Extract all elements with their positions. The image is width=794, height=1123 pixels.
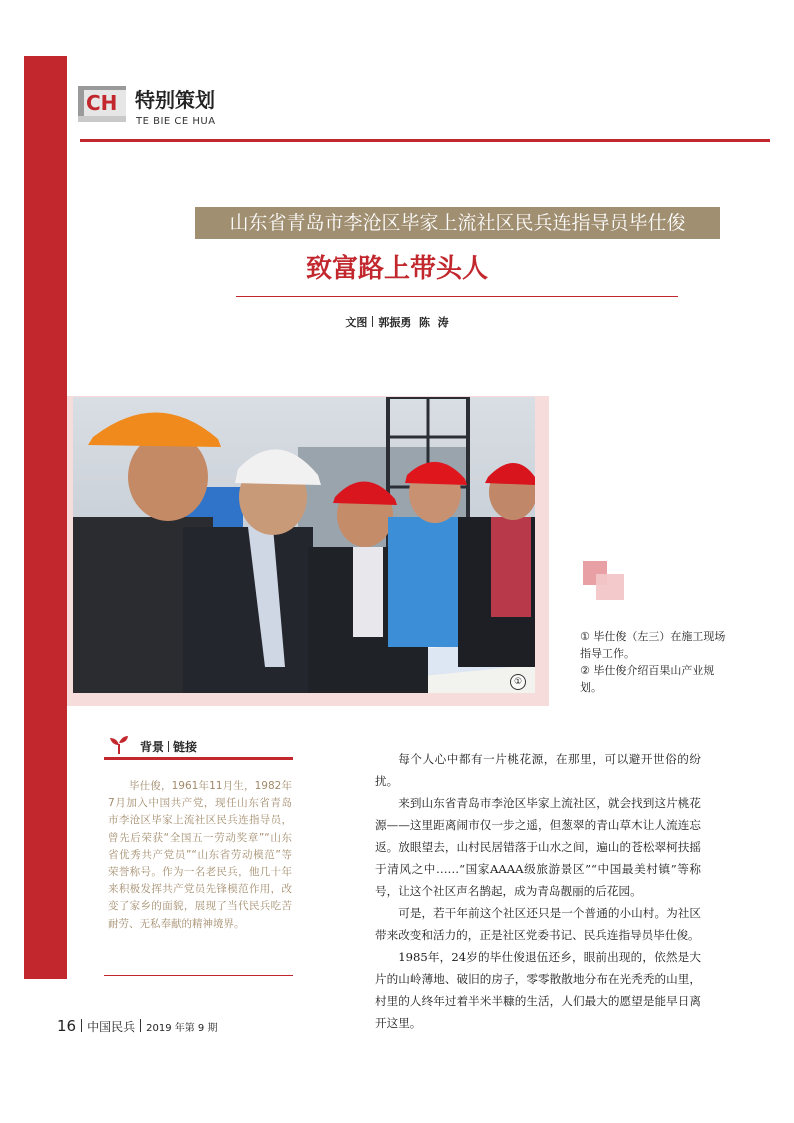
sidebar-title-a: 背景: [140, 740, 165, 754]
sidebar-text: 毕仕俊，1961年11月生，1982年7月加入中国共产党，现任山东省青岛市李沧区毕家上流社区民兵连指导员，曾先后荣获“全国五一劳动奖章”“山东省优秀共产党员”“山东省劳动模范”等荣誉称号。作为一名老民兵，他几十年来积极发挥共产党员先锋模范作用，改变了家乡的面貌，展现了当代民兵吃苦耐劳、无私奉献的精神境界。: [108, 780, 292, 930]
section-title: 特别策划: [135, 88, 215, 112]
byline-authors: 郭振勇 陈 涛: [378, 316, 449, 329]
body-paragraph-3: 可是，若干年前这个社区还只是一个普通的小山村。为社区带来改变和活力的，正是社区党委书记、民兵连指导员毕仕俊。: [375, 906, 701, 942]
left-red-bar: [24, 56, 67, 979]
page-number: 16: [57, 1017, 77, 1035]
page-footer: [57, 1016, 217, 1035]
article-body: [375, 748, 701, 1034]
section-logo: [78, 86, 126, 120]
byline-label: 文图: [345, 316, 368, 329]
section-subtitle: TE BIE CE HUA: [136, 116, 216, 127]
photo-number: ①: [510, 674, 526, 690]
issue-label: 2019 年第 9 期: [146, 1023, 218, 1034]
sidebar-bottom-rule: [104, 975, 293, 976]
caption-1: ① 毕仕俊（左三）在施工现场指导工作。: [580, 630, 726, 660]
photo-captions: [580, 628, 730, 696]
body-paragraph-4: 1985年，24岁的毕仕俊退伍还乡，眼前出现的，依然是大片的山岭薄地、破旧的房子，零零散散地分布在光秃秃的山里，村里的人终年过着半米半糠的生活，人们最大的愿望是能早日离开这里。: [375, 950, 701, 1030]
byline: [0, 314, 794, 330]
article-headline: 致富路上带头人: [305, 254, 488, 284]
sidebar-top-rule: [104, 757, 293, 760]
sidebar-title: [140, 738, 197, 755]
construction-site-photo: [73, 397, 535, 693]
caption-2: ② 毕仕俊介绍百果山产业规划。: [580, 664, 715, 694]
article-photo: [73, 397, 535, 693]
body-paragraph-1: 每个人心中都有一片桃花源，在那里，可以避开世俗的纷扰。: [375, 752, 701, 788]
header-divider: [80, 139, 770, 142]
title-divider: [236, 296, 678, 297]
decor-square-light: [596, 574, 624, 600]
body-paragraph-2: 来到山东省青岛市李沧区毕家上流社区，就会找到这片桃花源——这里距离闹市仅一步之遥，但葱翠的青山草木让人流连忘返。放眼望去，山村民居错落于山水之间，遍山的苍松翠柯扶摇于清风之中……“国家AAAA级旅游景区”“中国最美村镇”等称号，让这个社区声名鹊起，成为青岛靓丽的后花园。: [375, 796, 701, 898]
article-kicker: 山东省青岛市李沧区毕家上流社区民兵连指导员毕仕俊: [195, 207, 720, 239]
logo-text: CH: [86, 91, 118, 115]
magazine-name: 中国民兵: [87, 1020, 136, 1034]
sidebar-title-b: 链接: [173, 740, 198, 754]
sprout-icon: [108, 735, 130, 755]
